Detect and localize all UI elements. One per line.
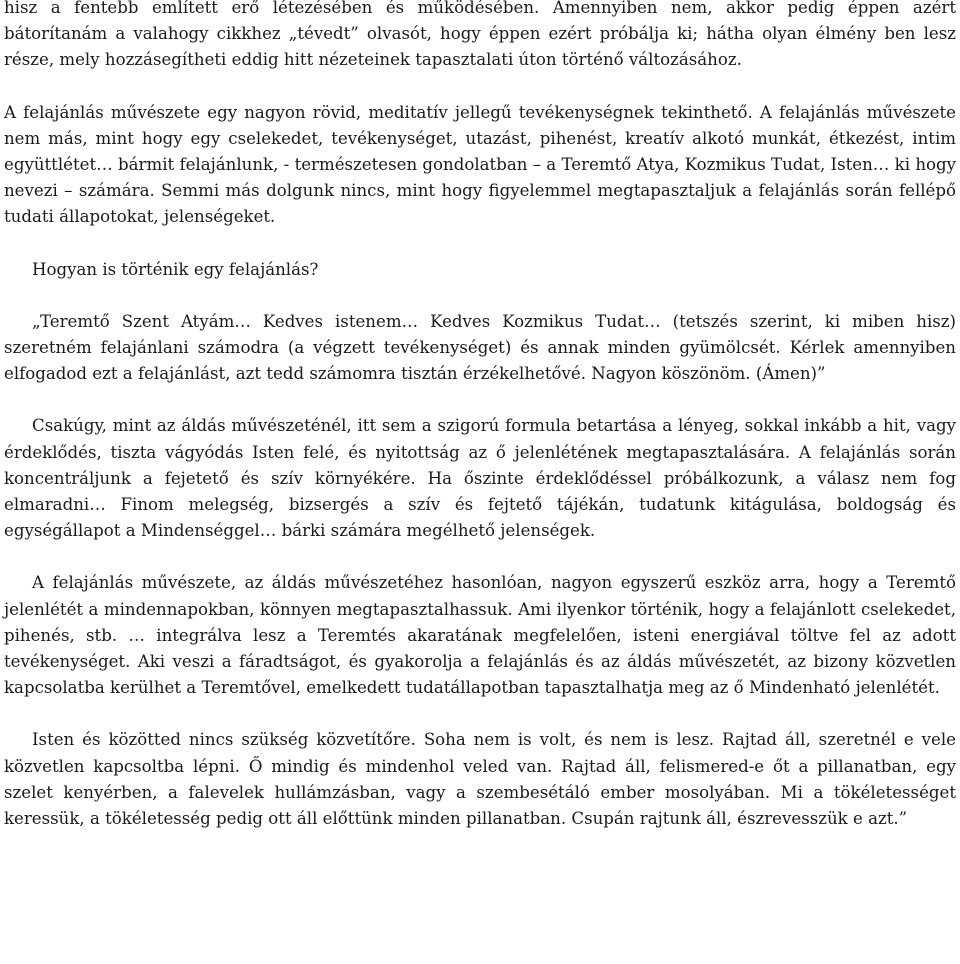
paragraph-gap xyxy=(4,387,956,413)
paragraph-prayer: „Teremtő Szent Atyám… Kedves istenem… Kedves Kozmikus Tudat… (tetszés szerint, ki miben hisz) szeretném felajánlani számodra (a végzett tevékenységet) és annak minden gyümölcsét. Kérlek amennyiben elfogadod ezt a felajánlást, azt tedd számomra tisztán érzékelhetővé. Nagyon köszönöm. (Ámen)” xyxy=(4,311,956,384)
paragraph-no-intermediary: Isten és közötted nincs szükség közvetítőre. Soha nem is volt, és nem is lesz. Rajtad áll, szeretnél e vele közvetlen kapcsoltba lépni. Ő mindig és mindenhol veled van. Rajtad áll, felismered-e őt a pillanatban, egy szelet kenyérben, a falevelek hullámzásban, vagy a szembesétáló ember mosolyában. Mi a tökéletességet keressük, a tökéletesség pedig ott áll előttünk minden pillanatban. Csupán rajtunk áll, észrevesszük e azt.” xyxy=(4,730,956,829)
paragraph-question: Hogyan is történik egy felajánlás? xyxy=(32,259,319,279)
paragraph-art-of-offering: A felajánlás művészete, az áldás művészetéhez hasonlóan, nagyon egyszerű eszköz arra, hogy a Teremtő jelenlétét a mindennapokban, könnyen megtapasztalhassuk. Ami ilyenkor történik, hogy a felajánlott cselekedet, pihenés, stb. … integrálva lesz a Teremtés akaratának megfelelően, isteni energiával töltve fel az adott tevékenységet. Aki veszi a fáradtságot, és gyakorolja a felajánlás és az áldás művészetét, az bizony közvetlen kapcsolatba kerülhet a Teremtővel, emelkedett tudatállapotban tapasztalhatja meg az ő Mindenható jelenlétét. xyxy=(4,573,956,698)
paragraph-gap xyxy=(4,74,956,100)
paragraph-intro-continuation: hisz a fentebb említett erő létezésében és működésében. Amennyiben nem, akkor pedig éppen azért bátorítanám a valahogy cikkhez „tévedt” olvasót, hogy éppen ezért próbálja ki; hátha olyan élmény ben lesz része, mely hozzásegítheti eddig hitt nézeteinek tapasztalati úton történő változásához. xyxy=(4,0,956,70)
paragraph-gap xyxy=(4,231,956,257)
paragraph-gap xyxy=(4,701,956,727)
paragraph-definition: A felajánlás művészete egy nagyon rövid, meditatív jellegű tevékenységnek tekinthető. A felajánlás művészete nem más, mint hogy egy cselekedet, tevékenységet, utazást, pihenést, kreatív alkotó munkát, étkezést, intim együttlétet… bármit felajánlunk, - természetesen gondolatban – a Teremtő Atya, Kozmikus Tudat, Isten… ki hogy nevezi – számára. Semmi más dolgunk nincs, mint hogy figyelemmel megtapasztaljuk a felajánlás során fellépő tudati állapotokat, jelenségeket. xyxy=(4,102,956,227)
paragraph-gap xyxy=(4,544,956,570)
paragraph-blessing-comparison: Csakúgy, mint az áldás művészeténél, itt sem a szigorú formula betartása a lényeg, sokkal inkább a hit, vagy érdeklődés, tiszta vágyódás Isten felé, és nyitottság az ő jelenlétének megtapasztalására. A felajánlás során koncentráljunk a fejetető és szív környékére. Ha őszinte érdeklődéssel próbálkozunk, a válasz nem fog elmaradni… Finom melegség, bizsergés a szív és fejtető tájékán, tudatunk kitágulása, boldogság és egységállapot a Mindenséggel… bárki számára megélhető jelenségek. xyxy=(4,416,956,541)
paragraph-gap xyxy=(4,283,956,309)
